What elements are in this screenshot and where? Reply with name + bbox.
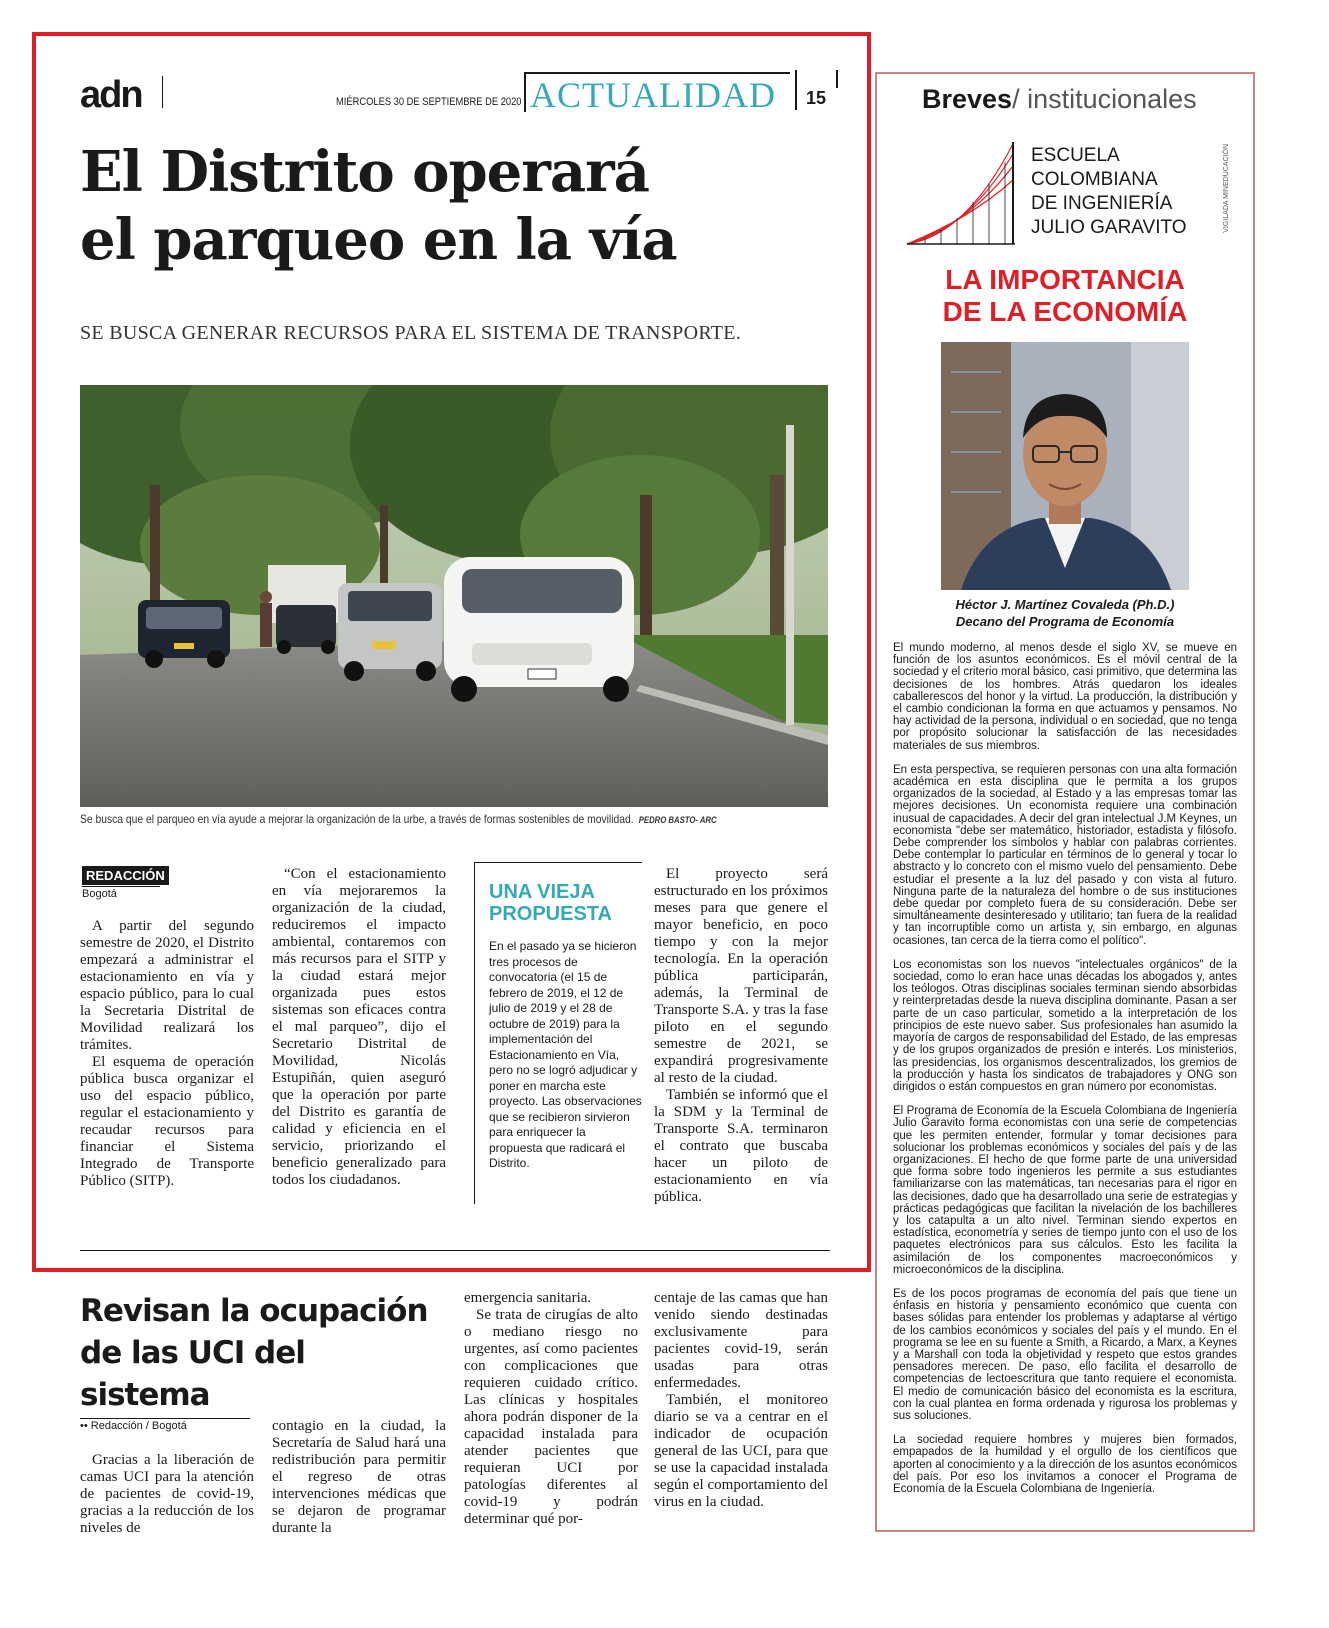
photo-illustration [80,385,828,807]
ad-title-line: LA IMPORTANCIA [945,264,1185,295]
article2-headline-line-1: Revisan la ocupación [80,1293,428,1329]
ad-header-bold: Breves [922,84,1013,114]
sidebar-text: En el pasado ya se hicieron tres procesos de convocatoria (el 15 de febrero de 2019, el 12 de julio de 2019 y el 28 de octubre de 2019) para la implementación del Estacionamiento en Vía, pero no se logró adjudicar y poner en marcha este proyecto. Las observaciones que se recibieron sirvieron para enriquecer la propuesta que radicará el Distrito. [489,939,642,1170]
eci-logo-icon [905,140,1025,250]
article-divider [80,1250,830,1251]
ad-title-line: DE LA ECONOMÍA [942,296,1188,327]
dean-role: Decano del Programa de Economía [955,614,1175,629]
adn-logo: adn [80,74,142,116]
byline-place: Bogotá [82,886,160,900]
paragraph: El Programa de Economía de la Escuela Colombiana de Ingeniería Julio Garavito forma economistas con una serie de competencias que les permiten entender, formular y tomar decisiones para solucionar los problemas económicos y sociales del país y de las organizaciones. El hecho de que forme parte de una universidad que forma sobre todo ingenieros les permite a sus estudiantes familiarizarse con las matemáticas, tan necesarias para el rigor en las decisiones, dado que ha desarrollado una serie de estrategias y prácticas pedagógicas que facilitan la nivelación de los bachilleres y los catapulta a un alto nivel. Terminan siendo expertos en estadística, econometría y series de tiempo junto con el uso de los paquetes electrónicos para sus cálculos. Esto les facilita la asimilación de los componentes macroeconómicos y microeconómicos de la disciplina. [893,1105,1237,1276]
paragraph: El mundo moderno, al menos desde el siglo XV, se mueve en función de los asuntos económicos. Es el móvil central de la sociedad y el criterio moral básico, casi primitivo, que determina las decisiones de los hombres. Atrás quedaron los ideales caballerescos del honor y la virtud. La producción, la distribución y el cambio condicionan la forma en que actuamos y pensamos. No hay actividad de la persona, individual o en sociedad, que no tenga por propósito solucionar la satisfacción de las necesidades materiales de sus miembros. [893,642,1237,752]
paragraph: En esta perspectiva, se requieren personas con una alta formación académica en esta disciplina que le permita a los grupos organizados de la sociedad, al Estado y a las empresas tomar las mejores decisiones. Un economista requiere una combinación inusual de capacidades. A decir del gran intelectual J.M Keynes, un economista "debe ser matemático, historiador, estadista y filósofo. Debe comprender los símbolos y hablar con palabras corrientes. Debe contemplar lo particular en términos de lo general y tocar lo abstracto y lo concreto con el mismo vuelo del pensamiento. Debe estudiar el presente a la luz del pasado y con vista al futuro. Ninguna parte de la naturaleza del hombre o de sus instituciones debe quedar por completo fuera de su consideración. Debe ser simultáneamente desinteresado y utilitario; tan fuera de la realidad y tan incorruptible como un artista y, sin embargo, en algunas ocasiones, tan cerca de la tierra como el político". [893,763,1237,947]
logo-divider [162,76,163,108]
ad-body [893,642,1237,1507]
article2-headline-line-2: de las UCI del sistema [80,1335,305,1413]
portrait-illustration [941,342,1189,590]
paragraph: El esquema de operación pública busca organizar el uso del espacio público, regular el estacionamiento y recaudar recursos para financiar el Sistema Integrado de Transporte Público (SITP). [80,1054,254,1189]
issue-date: MIÉRCOLES 30 DE SEPTIEMBRE DE 2020 [336,96,522,108]
paragraph: A partir del segundo semestre de 2020, el Distrito empezará a administrar el estacionamiento en vía y espacio público, para lo cual la Secretaria Distrital de Movilidad realizará los trámites. [80,918,254,1053]
school-name [1031,144,1187,240]
dean-name: Héctor J. Martínez Covaleda (Ph.D.) [955,597,1175,612]
page-number: 15 [806,88,827,108]
vigilada-label: VIGILADA MINEDUCACIÓN [1223,144,1230,233]
school-name-line: DE INGENIERÍA [1031,193,1173,214]
section-divider [795,70,797,110]
article2-column-1 [80,1452,254,1537]
school-name-line: JULIO GARAVITO [1031,217,1187,238]
article2-column-2 [272,1418,446,1537]
section-title: ACTUALIDAD [530,75,776,115]
byline-tag: REDACCIÓN [82,866,169,885]
institutional-ad [875,72,1255,1532]
headline-line-1: El Distrito operará [80,139,649,205]
paragraph: El proyecto será estructurado en los próximos meses para que genere el mayor beneficio, en poco tiempo y con la mejor tecnología. En la operación pública participarán, además, la Terminal de Transporte S.A. y tras la fase piloto en el segundo semestre de 2021, se expandirá progresivamente al resto de la ciudad. [654,866,829,1086]
headline-line-2: el parqueo en la vía [80,207,677,273]
school-name-line: COLOMBIANA [1031,169,1158,190]
caption-text: Se busca que el parqueo en vía ayude a mejorar la organización de la urbe, a través de formas sostenibles de movilidad. [80,812,634,826]
article-column-2 [272,866,446,1189]
sidebar-box [474,862,642,1204]
article-headline [80,138,840,274]
paragraph: Los economistas son los nuevos "intelectuales orgánicos" de la sociedad, como lo eran hace unas décadas los abogados y, antes los teólogos. Otras disciplinas sociales terminan siendo absorbidas y reinterpretadas desde la nueva disciplina dominante. Pasan a ser parte de un caso particular, sometido a la interpretación de los principios de este nuevo saber. Sus profesionales han asumido la mayoría de cargos de responsabilidad del Estado, de las empresas y de los grupos organizados de presión e interés. Los ministerios, las presidencias, los organismos descentralizados, los gremios de la producción y hasta los sindicatos de trabajadores y ONG son dirigidos o están compuestos en gran número por economistas. [893,958,1237,1093]
article-column-4 [654,866,828,1206]
paragraph: Es de los pocos programas de economía del país que tiene un énfasis en historia y pensamiento económico que cuenta con bases sólidas para entender los problemas y adaptarse al vértigo de los cambios económicos y sociales del país y el mundo. En el programa se lee en su fuente a Smith, a Ricardo, a Marx, a Keynes y a Marshall con toda la objetividad y respeto que estos grandes pensadores merecen. De paso, ello facilita el desarrollo de competencias de lectoescritura que tanto requiere el economista. El medio de comunicación básico del economista es la escritura, con la cual plantea en forma ordenada y rigurosa los problemas y sus soluciones. [893,1287,1237,1422]
article2-column-4 [654,1290,828,1511]
paragraph: También se informó que el la SDM y la Terminal de Transporte S.A. terminaron el contrato que buscaba hacer un piloto de estacionamiento en vía pública. [654,1087,828,1205]
paragraph: “Con el estacionamiento en vía mejoraremos la organización de la ciudad, reduciremos el impacto ambiental, contaremos con más recursos para el SITP y la ciudad estará mejor organizada pues estos sistemas son eficaces contra el mal parqueo”, dijo el Secretario Distrital de Movilidad, Nicolás Estupiñán, quien aseguró que la operación por parte del Distrito es garantía de calidad y eficiencia en el servicio, priorizando el beneficio generalizado para todos los ciudadanos. [272,866,446,1188]
page-number-rule [836,70,838,88]
ad-header-light: / institucionales [1012,84,1197,114]
paragraph: Se trata de cirugías de alto o mediano riesgo no urgentes, así como pacientes con complicaciones que requieren cuidado crítico. Las clínicas y hospitales ahora podrán disponer de la capacidad instalada para atender pacientes que requieran UCI por patologías diferentes al covid-19 y podrán determinar qué por- [464,1307,638,1527]
paragraph: emergencia sanitaria. [464,1290,592,1306]
paragraph: contagio en la ciudad, la Secretaría de Salud hará una redistribución para permitir el regreso de otras intervenciones médicas que se dejaron de programar durante la [272,1418,446,1536]
article2-headline [80,1290,440,1416]
ad-title [877,264,1253,328]
photo-credit: PEDRO BASTO- ARC [638,815,717,825]
paragraph: centaje de las camas que han venido siendo destinadas exclusivamente para pacientes covid-19, serán usadas para otras enfermedades. [654,1290,828,1391]
sidebar-title: UNA VIEJA PROPUESTA [489,881,612,925]
school-name-line: ESCUELA [1031,145,1120,166]
article-subhead: SE BUSCA GENERAR RECURSOS PARA EL SISTEMA DE TRANSPORTE. [80,322,742,344]
street-parking-photo [80,385,828,807]
paragraph: La sociedad requiere hombres y mujeres bien formados, empapados de la humildad y el orgullo de los científicos que aporten al conocimiento y a la dirección de los asuntos económicos del país. Por eso los invitamos a conocer el Programa de Economía de la Escuela Colombiana de Ingeniería. [893,1434,1237,1495]
paragraph: Gracias a la liberación de camas UCI para la atención de pacientes de covid-19, gracias a la reducción de los niveles de [80,1452,254,1536]
dean-portrait [941,342,1189,590]
article2-column-3 [464,1290,638,1528]
article-column-1 [80,918,254,1190]
photo-caption [80,812,734,826]
article2-byline: •• Redacción / Bogotá [80,1418,250,1432]
paragraph: También, el monitoreo diario se va a centrar en el indicador de ocupación general de las UCI, para que se use la capacidad instalada según el comportamiento del virus en la ciudad. [654,1392,828,1510]
ad-header [922,84,1197,115]
dean-caption [877,596,1253,630]
